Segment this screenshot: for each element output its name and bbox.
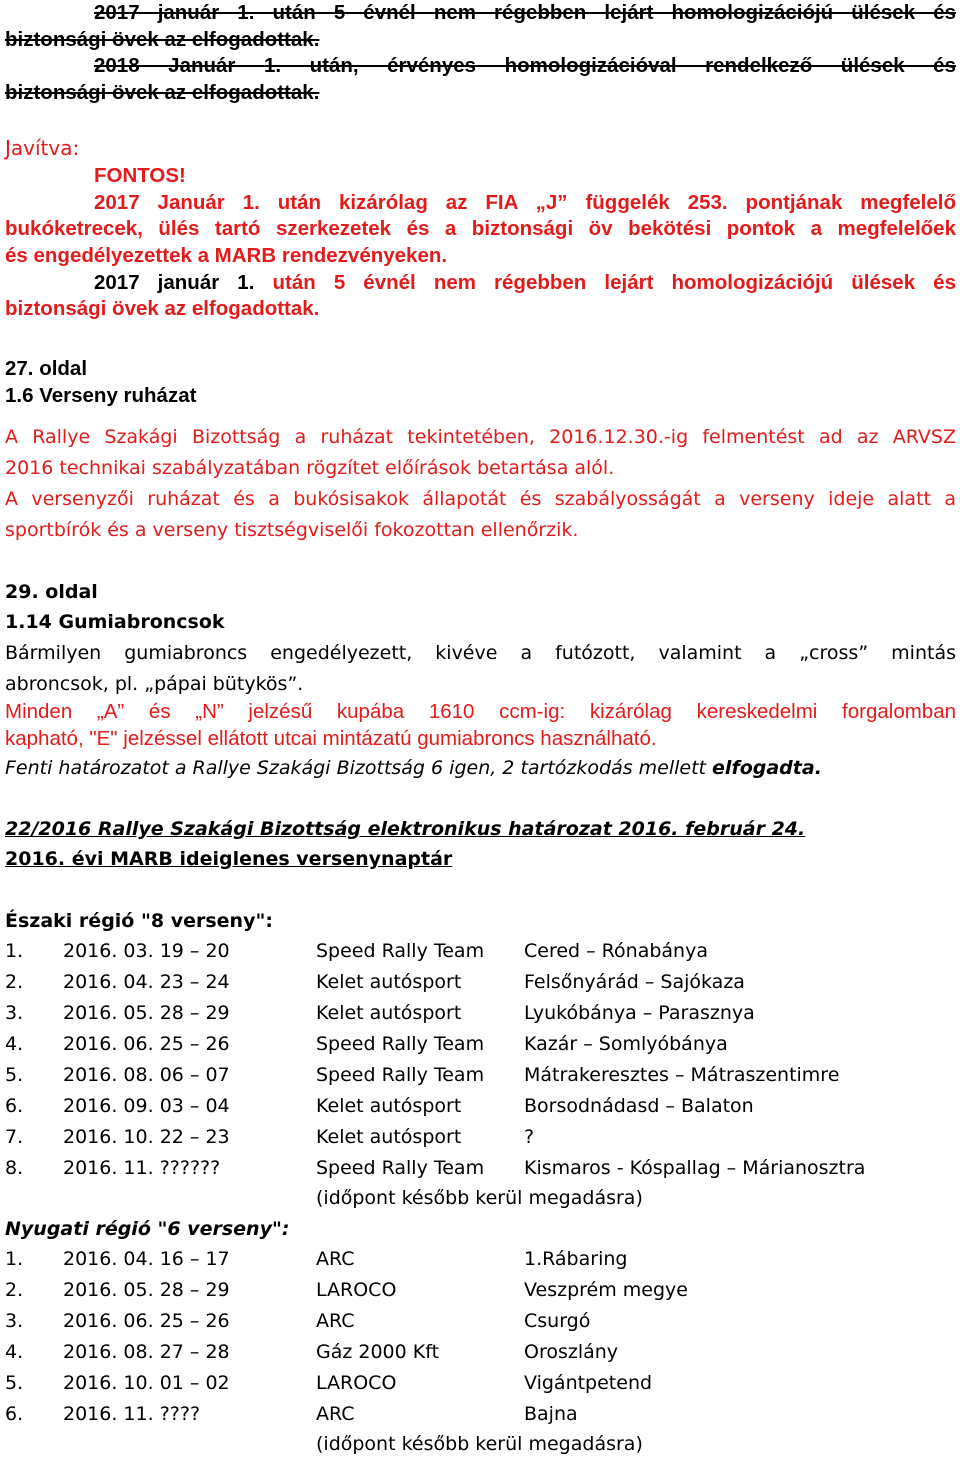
race-number: 3. <box>5 1002 24 1024</box>
corrected-line-2 <box>5 216 956 242</box>
race-number: 2. <box>5 1279 24 1301</box>
corrected-line-4 <box>5 270 956 296</box>
race-organizer: Kelet autósport <box>316 1095 462 1117</box>
race-organizer: LAROCO <box>316 1279 397 1301</box>
clothing-para-2-line-1 <box>5 485 956 513</box>
section-27-heading-text: 1.6 Verseny ruházat <box>5 384 197 407</box>
clothing-para-2-line-2: sportbírók és a verseny tisztségviselői fokozottan ellenőrzik. <box>5 519 579 541</box>
section-29-heading: 1.14 Gumiabroncsok <box>5 611 225 633</box>
race-number: 5. <box>5 1064 24 1086</box>
race-date: 2016. 08. 06 – 07 <box>63 1064 230 1086</box>
race-number: 7. <box>5 1126 24 1148</box>
race-date: 2016. 10. 01 – 02 <box>63 1372 230 1394</box>
race-location: Lyukóbánya – Parasznya <box>524 1002 755 1024</box>
resolution-bold: elfogadta. <box>712 757 822 779</box>
race-number: 6. <box>5 1403 24 1425</box>
west-region-heading: Nyugati régió "6 verseny": <box>5 1218 290 1240</box>
resolution-text: Fenti határozatot a Rallye Szakági Bizottság 6 igen, 2 tartózkodás mellett <box>5 757 713 779</box>
resolution-line <box>5 754 956 782</box>
race-date: 2016. 09. 03 – 04 <box>63 1095 230 1117</box>
race-date: 2016. 04. 23 – 24 <box>63 971 230 993</box>
race-location: Csurgó <box>524 1310 591 1332</box>
tyres-para-2-line-2: kapható, "E" jelzéssel ellátott utcai mintázatú gumiabroncs használható. <box>5 727 657 750</box>
race-number: 8. <box>5 1157 24 1179</box>
race-number: 4. <box>5 1341 24 1363</box>
decision-title: 22/2016 Rallye Szakági Bizottság elektronikus határozat 2016. február 24. <box>5 818 806 840</box>
race-location: 1.Rábaring <box>524 1248 628 1270</box>
race-organizer: Kelet autósport <box>316 971 462 993</box>
corrected-line-3: és engedélyezettek a MARB rendezvényeken. <box>5 244 448 267</box>
clothing-para-2-line-1-text: A versenyzői ruházat és a bukósisakok állapotát és szabályosságát a verseny ideje alatt a <box>5 488 956 510</box>
race-number: 1. <box>5 1248 24 1270</box>
tyres-para-1-line-1 <box>5 639 956 667</box>
race-date: 2016. 10. 22 – 23 <box>63 1126 230 1148</box>
race-organizer: Kelet autósport <box>316 1002 462 1024</box>
race-date: 2016. 04. 16 – 17 <box>63 1248 230 1270</box>
correction-label: Javítva: <box>5 136 80 160</box>
race-location: Bajna <box>524 1403 578 1425</box>
race-organizer: Speed Rally Team <box>316 1033 485 1055</box>
clothing-para-1-line-1-text: A Rallye Szakági Bizottság a ruházat tekintetében, 2016.12.30.-ig felmentést ad az ARVSZ <box>5 426 956 448</box>
fontos-label: FONTOS! <box>94 164 186 187</box>
section-27-heading <box>5 383 956 409</box>
race-location: Cered – Rónabánya <box>524 940 708 962</box>
west-note: (időpont később kerül megadásra) <box>316 1433 643 1455</box>
race-organizer: ARC <box>316 1310 355 1332</box>
race-organizer: Speed Rally Team <box>316 1064 485 1086</box>
race-organizer: Kelet autósport <box>316 1126 462 1148</box>
tyres-para-2-line-1 <box>5 698 956 726</box>
struck-line-2: biztonsági övek az elfogadottak. <box>5 28 320 51</box>
race-number: 4. <box>5 1033 24 1055</box>
race-date: 2016. 11. ?????? <box>63 1157 221 1179</box>
corrected-line-4-text <box>94 271 956 294</box>
corrected-line-4-black: 2017 január 1. <box>94 271 255 294</box>
race-organizer: Speed Rally Team <box>316 940 485 962</box>
page-27-label: 27. oldal <box>5 357 88 380</box>
race-location: Mátrakeresztes – Mátraszentimre <box>524 1064 840 1086</box>
race-location: Felsőnyárád – Sajókaza <box>524 971 745 993</box>
calendar-title: 2016. évi MARB ideiglenes versenynaptár <box>5 848 453 870</box>
race-organizer: ARC <box>316 1248 355 1270</box>
race-organizer: LAROCO <box>316 1372 397 1394</box>
race-number: 2. <box>5 971 24 993</box>
race-organizer: Gáz 2000 Kft <box>316 1341 440 1363</box>
race-date: 2016. 06. 25 – 26 <box>63 1310 230 1332</box>
race-location: Vigántpetend <box>524 1372 653 1394</box>
north-region-heading: Északi régió "8 verseny": <box>5 910 273 932</box>
struck-line-1 <box>5 0 956 26</box>
struck-line-1-text: 2017 január 1. után 5 évnél nem régebben lejárt homologizációjú ülések és <box>94 1 956 24</box>
race-location: ? <box>524 1126 535 1148</box>
race-date: 2016. 05. 28 – 29 <box>63 1279 230 1301</box>
race-location: Kismaros - Kóspallag – Márianosztra <box>524 1157 866 1179</box>
struck-line-3-text: 2018 Január 1. után, érvényes homologizációval rendelkező ülések és <box>94 54 956 77</box>
corrected-line-4-red: után 5 évnél nem régebben lejárt homologizációjú ülések és <box>254 271 956 294</box>
race-number: 3. <box>5 1310 24 1332</box>
race-location: Borsodnádasd – Balaton <box>524 1095 754 1117</box>
corrected-line-1 <box>5 190 956 216</box>
tyres-para-1-line-2: abroncsok, pl. „pápai bütykös”. <box>5 673 304 695</box>
race-organizer: Speed Rally Team <box>316 1157 485 1179</box>
struck-line-4: biztonsági övek az elfogadottak. <box>5 81 320 104</box>
north-note: (időpont később kerül megadásra) <box>316 1187 643 1209</box>
race-organizer: ARC <box>316 1403 355 1425</box>
race-date: 2016. 11. ???? <box>63 1403 201 1425</box>
corrected-line-1-text: 2017 Január 1. után kizárólag az FIA „J” függelék 253. pontjának megfelelő <box>94 191 956 214</box>
race-date: 2016. 03. 19 – 20 <box>63 940 230 962</box>
race-number: 6. <box>5 1095 24 1117</box>
clothing-para-1-line-1 <box>5 423 956 451</box>
race-date: 2016. 08. 27 – 28 <box>63 1341 230 1363</box>
race-number: 5. <box>5 1372 24 1394</box>
race-location: Oroszlány <box>524 1341 619 1363</box>
race-location: Veszprém megye <box>524 1279 688 1301</box>
race-date: 2016. 06. 25 – 26 <box>63 1033 230 1055</box>
page-29-label: 29. oldal <box>5 581 98 603</box>
tyres-para-1-line-1-text: Bármilyen gumiabroncs engedélyezett, kivéve a futózott, valamint a „cross” mintás <box>5 642 956 664</box>
tyres-para-2-line-1-text: Minden „A” és „N” jelzésű kupába 1610 ccm-ig: kizárólag kereskedelmi forgalomban <box>5 700 956 723</box>
race-location: Kazár – Somlyóbánya <box>524 1033 728 1055</box>
race-date: 2016. 05. 28 – 29 <box>63 1002 230 1024</box>
race-number: 1. <box>5 940 24 962</box>
struck-line-3 <box>5 53 956 79</box>
corrected-line-5: biztonsági övek az elfogadottak. <box>5 297 320 320</box>
corrected-line-2-text: bukóketrecek, ülés tartó szerkezetek és a biztonsági öv bekötési pontok a megfelelőek <box>5 217 956 240</box>
clothing-para-1-line-2: 2016 technikai szabályzatában rögzítet előírások betartása alól. <box>5 457 615 479</box>
